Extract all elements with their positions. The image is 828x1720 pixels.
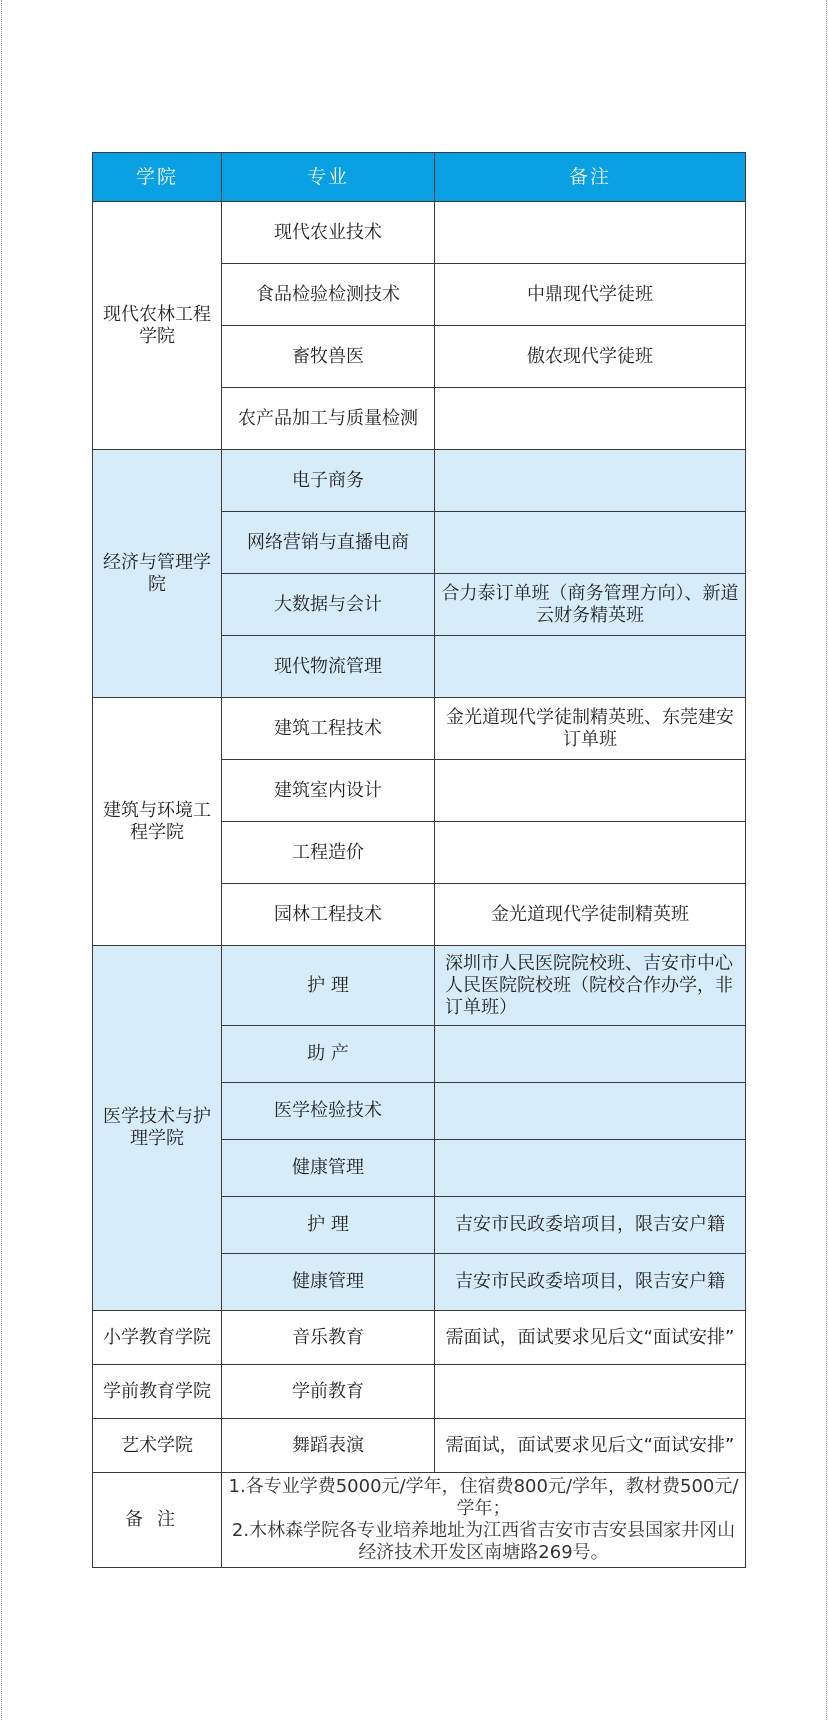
major-cell: 建筑室内设计 [222, 760, 435, 822]
major-cell: 电子商务 [222, 450, 435, 512]
major-cell: 现代物流管理 [222, 636, 435, 698]
college-cell: 建筑与环境工程学院 [93, 698, 222, 946]
table-header-row [93, 153, 746, 202]
remark-cell: 傲农现代学徒班 [435, 326, 746, 388]
remark-cell [435, 1140, 746, 1197]
remark-cell [435, 388, 746, 450]
table-row [93, 1365, 746, 1419]
header-college: 学院 [93, 153, 222, 202]
remark-cell: 需面试，面试要求见后文“面试安排” [435, 1419, 746, 1473]
remark-cell: 金光道现代学徒制精英班、东莞建安订单班 [435, 698, 746, 760]
remark-cell [435, 450, 746, 512]
notes-row [93, 1473, 746, 1568]
majors-table [92, 152, 746, 1568]
major-cell: 网络营销与直播电商 [222, 512, 435, 574]
remark-cell: 合力泰订单班（商务管理方向）、新道云财务精英班 [435, 574, 746, 636]
remark-cell: 金光道现代学徒制精英班 [435, 884, 746, 946]
major-cell: 护 理 [222, 1197, 435, 1254]
remark-cell [435, 636, 746, 698]
notes-label: 备注 [93, 1473, 222, 1568]
major-cell: 现代农业技术 [222, 202, 435, 264]
remark-cell [435, 1365, 746, 1419]
remark-cell: 需面试，面试要求见后文“面试安排” [435, 1311, 746, 1365]
page-edge-right [826, 0, 827, 1720]
table-row [93, 1311, 746, 1365]
major-cell: 健康管理 [222, 1254, 435, 1311]
major-cell: 助 产 [222, 1026, 435, 1083]
college-cell: 医学技术与护理学院 [93, 946, 222, 1311]
major-cell: 学前教育 [222, 1365, 435, 1419]
remark-cell [435, 760, 746, 822]
table-row [93, 946, 746, 1026]
remark-cell: 中鼎现代学徒班 [435, 264, 746, 326]
table-row [93, 450, 746, 512]
table-row [93, 1419, 746, 1473]
major-cell: 医学检验技术 [222, 1083, 435, 1140]
table-row [93, 202, 746, 264]
major-cell: 工程造价 [222, 822, 435, 884]
remark-cell: 吉安市民政委培项目，限吉安户籍 [435, 1254, 746, 1311]
remark-cell: 深圳市人民医院院校班、吉安市中心人民医院院校班（院校合作办学，非订单班） [435, 946, 746, 1026]
major-cell: 建筑工程技术 [222, 698, 435, 760]
major-cell: 舞蹈表演 [222, 1419, 435, 1473]
college-cell: 艺术学院 [93, 1419, 222, 1473]
college-cell: 现代农林工程学院 [93, 202, 222, 450]
remark-cell [435, 512, 746, 574]
remark-cell: 吉安市民政委培项目，限吉安户籍 [435, 1197, 746, 1254]
college-cell: 经济与管理学院 [93, 450, 222, 698]
college-cell: 学前教育学院 [93, 1365, 222, 1419]
remark-cell [435, 1083, 746, 1140]
major-cell: 农产品加工与质量检测 [222, 388, 435, 450]
major-cell: 园林工程技术 [222, 884, 435, 946]
major-cell: 音乐教育 [222, 1311, 435, 1365]
major-cell: 食品检验检测技术 [222, 264, 435, 326]
major-cell: 大数据与会计 [222, 574, 435, 636]
header-major: 专业 [222, 153, 435, 202]
remark-cell [435, 822, 746, 884]
note-item: 1.各专业学费5000元/学年，住宿费800元/学年，教材费500元/学年； [228, 1476, 739, 1519]
major-cell: 健康管理 [222, 1140, 435, 1197]
table-row [93, 698, 746, 760]
remark-cell [435, 202, 746, 264]
major-cell: 畜牧兽医 [222, 326, 435, 388]
notes-cell [222, 1473, 746, 1568]
remark-cell [435, 1026, 746, 1083]
page-edge-left [1, 0, 2, 1720]
header-remark: 备注 [435, 153, 746, 202]
note-item: 2.木林森学院各专业培养地址为江西省吉安市吉安县国家井冈山经济技术开发区南塘路269号。 [231, 1520, 736, 1563]
major-cell: 护 理 [222, 946, 435, 1026]
college-cell: 小学教育学院 [93, 1311, 222, 1365]
